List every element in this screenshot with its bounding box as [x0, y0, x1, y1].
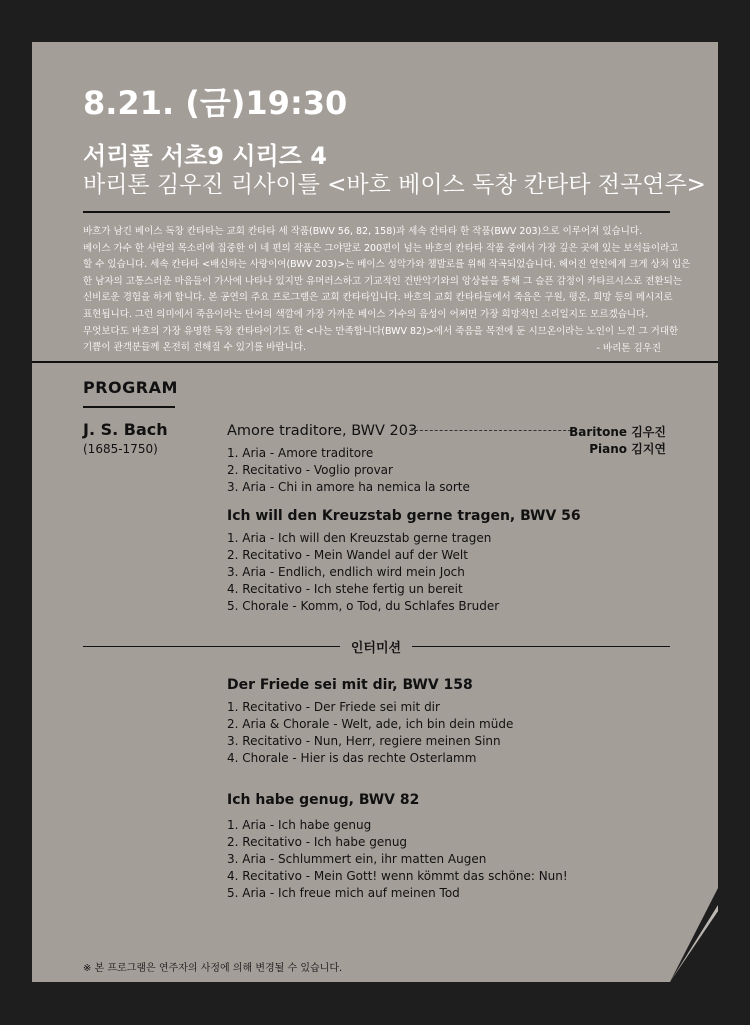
intermission-label: 인터미션	[350, 641, 402, 656]
intro-line: 신비로운 경험을 하게 합니다. 본 공연의 주요 프로그램은 교회 칸타타입니다. 바흐의 교회 칸타타들에서 죽음은 구원, 평온, 희망 등의 메시지로	[83, 292, 673, 304]
movement-item: 3. Aria - Chi in amore ha nemica la sorte	[227, 480, 470, 494]
movement-item: 2. Recitativo - Voglio provar	[227, 463, 393, 477]
movement-item: 3. Aria - Endlich, endlich wird mein Joch	[227, 565, 465, 579]
intermission-line-left	[83, 646, 340, 647]
movement-item: 1. Recitativo - Der Friede sei mit dir	[227, 700, 440, 714]
intro-text	[83, 224, 691, 357]
movement-item: 1. Aria - Ich will den Kreuzstab gerne tragen	[227, 531, 492, 545]
movement-item: 3. Aria - Schlummert ein, ihr matten Augen	[227, 852, 487, 866]
composer-name: J. S. Bach	[83, 420, 168, 439]
movement-item: 1. Aria - Ich habe genug	[227, 818, 372, 832]
movement-item: 5. Chorale - Komm, o Tod, du Schlafes Bruder	[227, 599, 500, 613]
change-notice: ※ 본 프로그램은 연주자의 사정에 의해 변경될 수 있습니다.	[83, 963, 343, 974]
intro-line: 할 수 있습니다. 세속 칸타타 <배신하는 사랑이여(BWV 203)>는 베이스 성악가와 챔발로를 위해 작곡되었습니다. 헤어진 연인에게 크게 상처 입은	[83, 259, 691, 271]
intro-line: 한 남자의 고통스러운 마음들이 가사에 나타나 있지만 유머러스하고 기교적인 건반악기와의 앙상블을 통해 그 슬픈 감정이 카타르시스로 전환되는	[83, 275, 682, 287]
movement-list	[227, 699, 513, 767]
movement-item: 2. Aria & Chorale - Welt, ade, ich bin dein müde	[227, 717, 514, 731]
concert-date: 8.21. (금)19:30	[83, 84, 348, 122]
program-heading-underline	[83, 406, 175, 408]
work-title: Amore traditore, BWV 203	[227, 423, 418, 439]
intro-line: 바흐가 남긴 베이스 독창 칸타타는 교회 칸타타 세 작품(BWV 56, 82, 158)과 세속 칸타타 한 작품(BWV 203)으로 이루어져 있습니다.	[83, 226, 643, 237]
intro-line: 기쁨이 관객분들께 온전히 전해질 수 있기를 바랍니다.	[83, 342, 307, 354]
movement-list	[227, 817, 568, 902]
movement-item: 1. Aria - Amore traditore	[227, 446, 374, 460]
performer-piano: Piano 김지연	[589, 442, 666, 456]
program-divider	[32, 361, 718, 363]
work-title: Ich habe genug, BWV 82	[227, 792, 420, 808]
movement-item: 4. Chorale - Hier is das rechte Osterlamm	[227, 751, 477, 765]
header-divider	[83, 211, 670, 213]
recital-title: 바리톤 김우진 리사이틀 <바흐 베이스 독창 칸타타 전곡연주>	[83, 172, 706, 198]
intro-line: 표현됩니다. 그런 의미에서 죽음이라는 단어의 색깔에 가장 가까운 베이스 가수의 음성이 어쩌면 가장 희망적인 소리일지도 모르겠습니다.	[83, 308, 649, 320]
intro-line: 무엇보다도 바흐의 가장 유명한 독창 칸타타이기도 한 <나는 만족합니다(BWV 82)>에서 죽음을 목전에 둔 시므온이라는 노인이 느낀 그 거대한	[83, 325, 679, 337]
movement-item: 2. Recitativo - Mein Wandel auf der Welt	[227, 548, 468, 562]
intro-signoff: - 바리톤 김우진	[596, 343, 661, 354]
movement-list	[227, 445, 470, 496]
movement-item: 3. Recitativo - Nun, Herr, regiere meinen Sinn	[227, 734, 501, 748]
performer-baritone: Baritone 김우진	[569, 425, 666, 439]
intermission-line-right	[412, 646, 670, 647]
movement-item: 2. Recitativo - Ich habe genug	[227, 835, 408, 849]
composer-years: (1685-1750)	[83, 442, 158, 456]
program-heading: PROGRAM	[83, 378, 178, 397]
title-leader	[410, 430, 576, 431]
series-title: 서리풀 서초9 시리즈 4	[83, 142, 327, 170]
movement-item: 4. Recitativo - Mein Gott! wenn kömmt das schöne: Nun!	[227, 869, 568, 883]
work-title: Der Friede sei mit dir, BWV 158	[227, 677, 473, 693]
intro-line: 베이스 가수 한 사람의 목소리에 집중한 이 네 편의 작품은 그야말로 200편이 넘는 바흐의 칸타타 작품 중에서 가장 깊은 곳에 있는 보석들이라고	[83, 242, 679, 254]
movement-item: 4. Recitativo - Ich stehe fertig un bereit	[227, 582, 463, 596]
movement-list	[227, 530, 499, 615]
movement-item: 5. Aria - Ich freue mich auf meinen Tod	[227, 886, 460, 900]
work-title: Ich will den Kreuzstab gerne tragen, BWV 56	[227, 508, 581, 524]
